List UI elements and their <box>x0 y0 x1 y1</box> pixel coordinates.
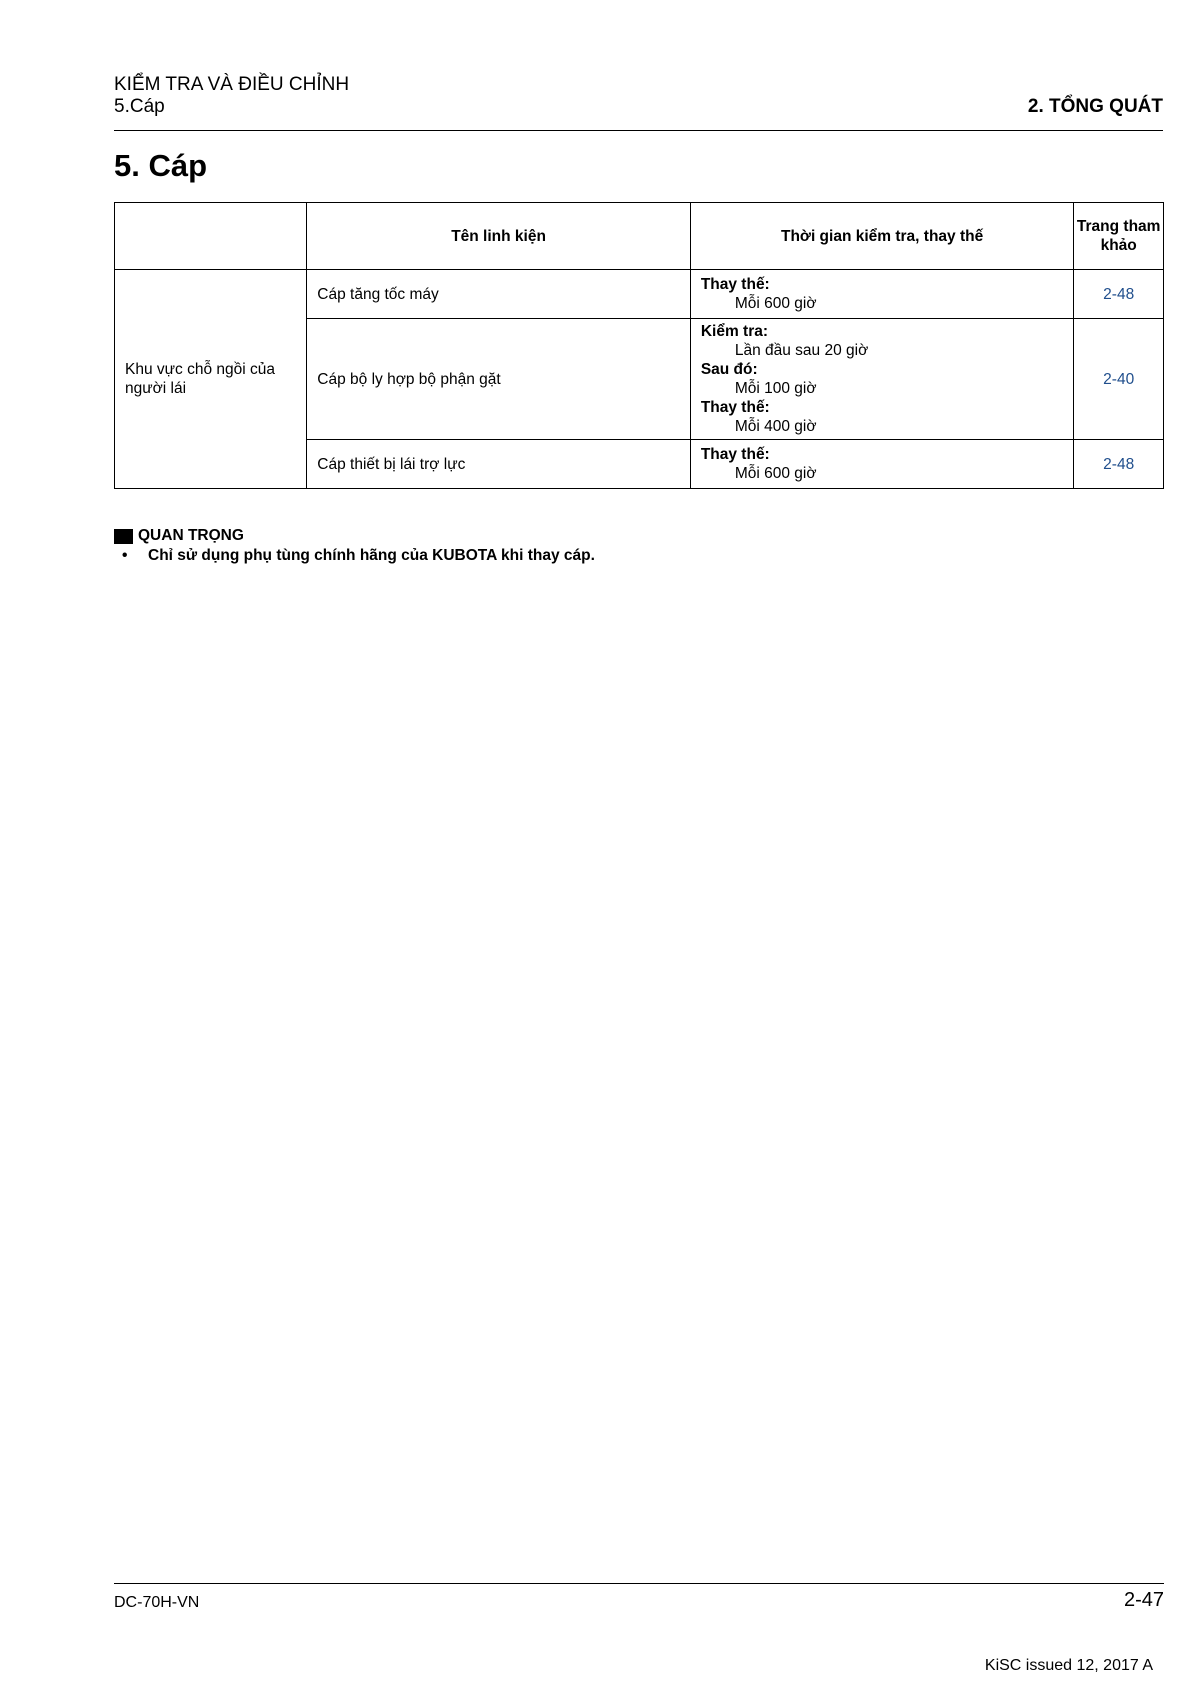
important-heading-text: QUAN TRỌNG <box>138 527 244 544</box>
page-number: 2-47 <box>1123 1589 1164 1611</box>
reference-link[interactable]: 2-40 <box>1103 370 1135 388</box>
issue-note: KiSC issued 12, 2017 A <box>984 1657 1153 1674</box>
important-notice <box>114 527 595 565</box>
important-text: Chỉ sử dụng phụ tùng chính hãng của KUBOTA khi thay cáp. <box>148 547 595 564</box>
part-cell: Cáp bộ ly hợp bộ phận gặt <box>307 319 691 440</box>
reference-cell <box>1074 319 1164 440</box>
schedule-label: Thay thế: <box>700 276 770 293</box>
list-item <box>114 547 595 565</box>
area-cell: Khu vực chỗ ngồi của người lái <box>115 270 307 489</box>
reference-link[interactable]: 2-48 <box>1103 455 1135 473</box>
schedule-label: Kiểm tra: <box>700 323 769 340</box>
schedule-value: Mỗi 400 giờ <box>734 418 817 435</box>
schedule-value: Mỗi 600 giờ <box>734 465 817 482</box>
header-breadcrumb <box>114 74 349 118</box>
important-heading <box>114 527 595 545</box>
header-section: 2. TỔNG QUÁT <box>1027 96 1163 117</box>
table-row <box>115 270 1164 319</box>
header-subsection: 5.Cáp <box>114 96 165 117</box>
schedule-value: Mỗi 100 giờ <box>734 380 817 397</box>
schedule-label: Sau đó: <box>700 361 758 378</box>
table-header-row <box>115 203 1164 270</box>
header-reference: Trang tham khảo <box>1074 203 1164 270</box>
page-title: 5. Cáp <box>114 148 208 183</box>
header-schedule: Thời gian kiểm tra, thay thế <box>690 203 1074 270</box>
schedule-label: Thay thế: <box>700 446 770 463</box>
schedule-label: Thay thế: <box>700 399 770 416</box>
footer-divider <box>114 1583 1164 1584</box>
schedule-value: Mỗi 600 giờ <box>734 295 817 312</box>
reference-cell <box>1074 440 1164 489</box>
document-code: DC-70H-VN <box>114 1594 200 1611</box>
reference-link[interactable]: 2-48 <box>1103 285 1135 303</box>
page-header <box>114 74 1163 131</box>
header-chapter: KIỂM TRA VÀ ĐIỀU CHỈNH <box>114 74 350 95</box>
schedule-cell <box>690 440 1074 489</box>
schedule-cell <box>690 319 1074 440</box>
schedule-cell <box>690 270 1074 319</box>
part-cell: Cáp thiết bị lái trợ lực <box>307 440 691 489</box>
black-square-icon <box>114 529 133 544</box>
header-area <box>115 203 307 270</box>
header-part: Tên linh kiện <box>307 203 691 270</box>
reference-cell <box>1074 270 1164 319</box>
maintenance-table <box>114 202 1164 489</box>
schedule-value: Lần đầu sau 20 giờ <box>734 342 869 359</box>
part-cell: Cáp tăng tốc máy <box>307 270 691 319</box>
bullet-icon: • <box>122 547 128 564</box>
